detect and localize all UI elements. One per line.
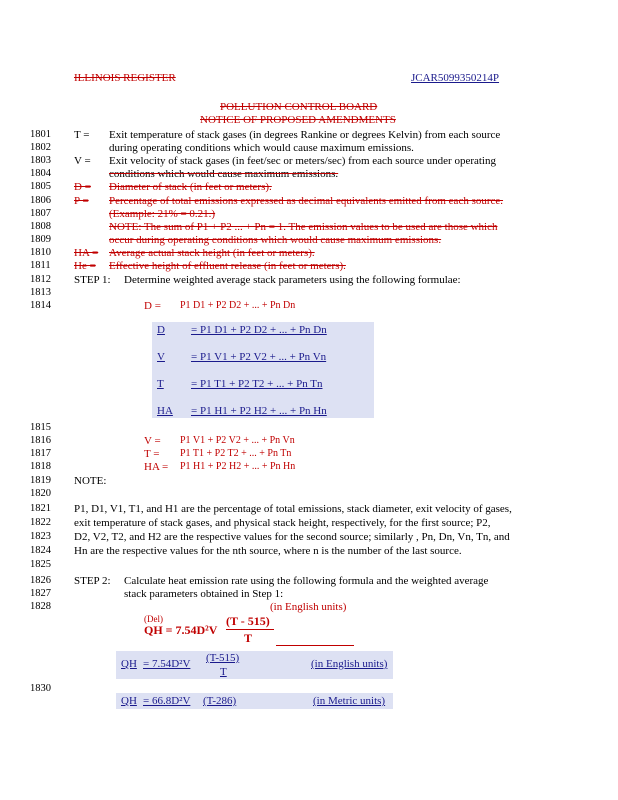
p-symbol-deleted: P =: [74, 195, 89, 207]
line-number: 1810: [30, 247, 51, 258]
note-paragraph-line: exit temperature of stack gases, and physical stack height, respectively, for the first source; P2,: [74, 517, 491, 529]
english-frac-den: T: [220, 666, 227, 678]
line-number: 1825: [30, 559, 51, 570]
line-number: 1820: [30, 488, 51, 499]
inserted-formula-block: [152, 322, 374, 418]
v-symbol: V =: [74, 155, 91, 167]
line-number: 1813: [30, 287, 51, 298]
he-definition-deleted: Effective height of effluent release (in feet or meters).: [109, 260, 346, 272]
note-paragraph-line: P1, D1, V1, T1, and H1 are the percentage of total emissions, stack diameter, exit velocity of gases,: [74, 503, 512, 515]
line-number: 1822: [30, 517, 51, 528]
line-number: 1826: [30, 575, 51, 586]
note-paragraph-line: Hn are the respective values for the nth source, where n is the number of the last source.: [74, 545, 462, 557]
t-formula-deleted-rhs: P1 T1 + P2 T2 + ... + Pn Tn: [180, 448, 292, 459]
v-definition-cont: conditions which would cause maximum emissions.: [109, 168, 339, 180]
note-deleted-cont: occur during operating conditions which would cause maximum emissions.: [109, 234, 442, 246]
qh-english-lhs: QH: [121, 658, 137, 670]
d-definition-deleted: Diameter of stack (in feet or meters).: [109, 181, 272, 193]
ha-formula-lhs: HA: [157, 405, 173, 417]
he-symbol-deleted: He =: [74, 260, 96, 272]
note-deleted: NOTE: The sum of P1 + P2 ... + Pn = 1. The emission values to be used are those which: [109, 221, 498, 233]
note-paragraph-line: D2, V2, T2, and H2 are the respective values for the second source; similarly , Pn, Dn, Vn, Tn, and: [74, 531, 510, 543]
notice-title: NOTICE OF PROPOSED AMENDMENTS: [200, 114, 396, 126]
d-formula-lhs: D: [157, 324, 165, 336]
line-number: 1815: [30, 422, 51, 433]
jcar-code: JCAR5099350214P: [411, 72, 500, 84]
line-number: 1824: [30, 545, 51, 556]
english-frac-num: (T-515): [206, 652, 240, 664]
step2-label: STEP 2:: [74, 575, 111, 587]
line-number: 1818: [30, 461, 51, 472]
qh-deleted-frac-bar: [226, 629, 274, 630]
t-formula-deleted-lhs: T =: [144, 448, 160, 460]
qh-metric-rhs: = 66.8D²V: [143, 695, 191, 707]
metric-units-label: (in Metric units): [313, 695, 386, 707]
ha-symbol-deleted: HA =: [74, 247, 99, 259]
t-definition-cont: during operating conditions which would cause maximum emissions.: [109, 142, 414, 154]
t-definition: Exit temperature of stack gases (in degrees Rankine or degrees Kelvin) from each source: [109, 129, 501, 141]
del-tag: (Del): [144, 614, 163, 624]
line-number: 1827: [30, 588, 51, 599]
step2-text: Calculate heat emission rate using the following formula and the weighted average: [124, 575, 489, 587]
line-number: 1802: [30, 142, 51, 153]
qh-deleted-frac-num: (T - 515): [226, 614, 270, 628]
d-formula-deleted-lhs: D =: [144, 300, 161, 312]
t-formula-lhs: T: [157, 378, 164, 390]
v-formula-lhs: V: [157, 351, 165, 363]
d-formula-rhs: = P1 D1 + P2 D2 + ... + Pn Dn: [191, 324, 327, 336]
d-formula-deleted-rhs: P1 D1 + P2 D2 + ... + Pn Dn: [180, 300, 296, 311]
qh-deleted-formula: QH = 7.54D²V: [144, 623, 218, 637]
line-number: 1803: [30, 155, 51, 166]
line-number: 1801: [30, 129, 51, 140]
line-number: 1823: [30, 531, 51, 542]
step1-text: Determine weighted average stack parameters using the following formulae:: [124, 274, 461, 286]
metric-factor: (T-286): [203, 695, 237, 707]
board-title: POLLUTION CONTROL BOARD: [220, 101, 378, 113]
qh-english-rhs: = 7.54D²V: [143, 658, 191, 670]
line-number: 1819: [30, 475, 51, 486]
p-definition-deleted: Percentage of total emissions expressed as decimal equivalents emitted from each source.: [109, 195, 504, 207]
line-number: 1817: [30, 448, 51, 459]
v-formula-deleted-lhs: V =: [144, 435, 161, 447]
ha-formula-rhs: = P1 H1 + P2 H2 + ... + Pn Hn: [191, 405, 327, 417]
qh-deleted-frac-den: T: [244, 631, 253, 645]
d-symbol-deleted: D =: [74, 181, 91, 193]
line-number: 1808: [30, 221, 51, 232]
line-number: 1828: [30, 601, 51, 612]
v-formula-rhs: = P1 V1 + P2 V2 + ... + Pn Vn: [191, 351, 327, 363]
english-units-deleted: (in English units): [270, 601, 347, 613]
step1-label: STEP 1:: [74, 274, 111, 286]
note-label: NOTE:: [74, 475, 107, 487]
line-number: 1805: [30, 181, 51, 192]
line-number: 1821: [30, 503, 51, 514]
register-header: ILLINOIS REGISTER: [74, 72, 176, 84]
qh-metric-lhs: QH: [121, 695, 137, 707]
step2-text-cont: stack parameters obtained in Step 1:: [124, 588, 284, 600]
line-number: 1812: [30, 274, 51, 285]
ha-formula-deleted-rhs: P1 H1 + P2 H2 + ... + Pn Hn: [180, 461, 296, 472]
line-number: 1816: [30, 435, 51, 446]
line-number: 1814: [30, 300, 51, 311]
line-number: 1806: [30, 195, 51, 206]
english-units-label: (in English units): [311, 658, 388, 670]
ha-formula-deleted-lhs: HA =: [144, 461, 169, 473]
t-formula-rhs: = P1 T1 + P2 T2 + ... + Pn Tn: [191, 378, 323, 390]
deleted-rule: [276, 645, 354, 646]
line-number: 1807: [30, 208, 51, 219]
line-number: 1809: [30, 234, 51, 245]
line-number: 1830: [30, 683, 51, 694]
p-example-deleted: (Example: 21% = 0.21.): [109, 208, 216, 220]
ha-definition-deleted: Average actual stack height (in feet or meters).: [109, 247, 315, 259]
line-number: 1811: [30, 260, 51, 271]
v-formula-deleted-rhs: P1 V1 + P2 V2 + ... + Pn Vn: [180, 435, 295, 446]
v-definition: Exit velocity of stack gases (in feet/sec or meters/sec) from each source under operating: [109, 155, 496, 167]
t-symbol: T =: [74, 129, 90, 141]
line-number: 1804: [30, 168, 51, 179]
